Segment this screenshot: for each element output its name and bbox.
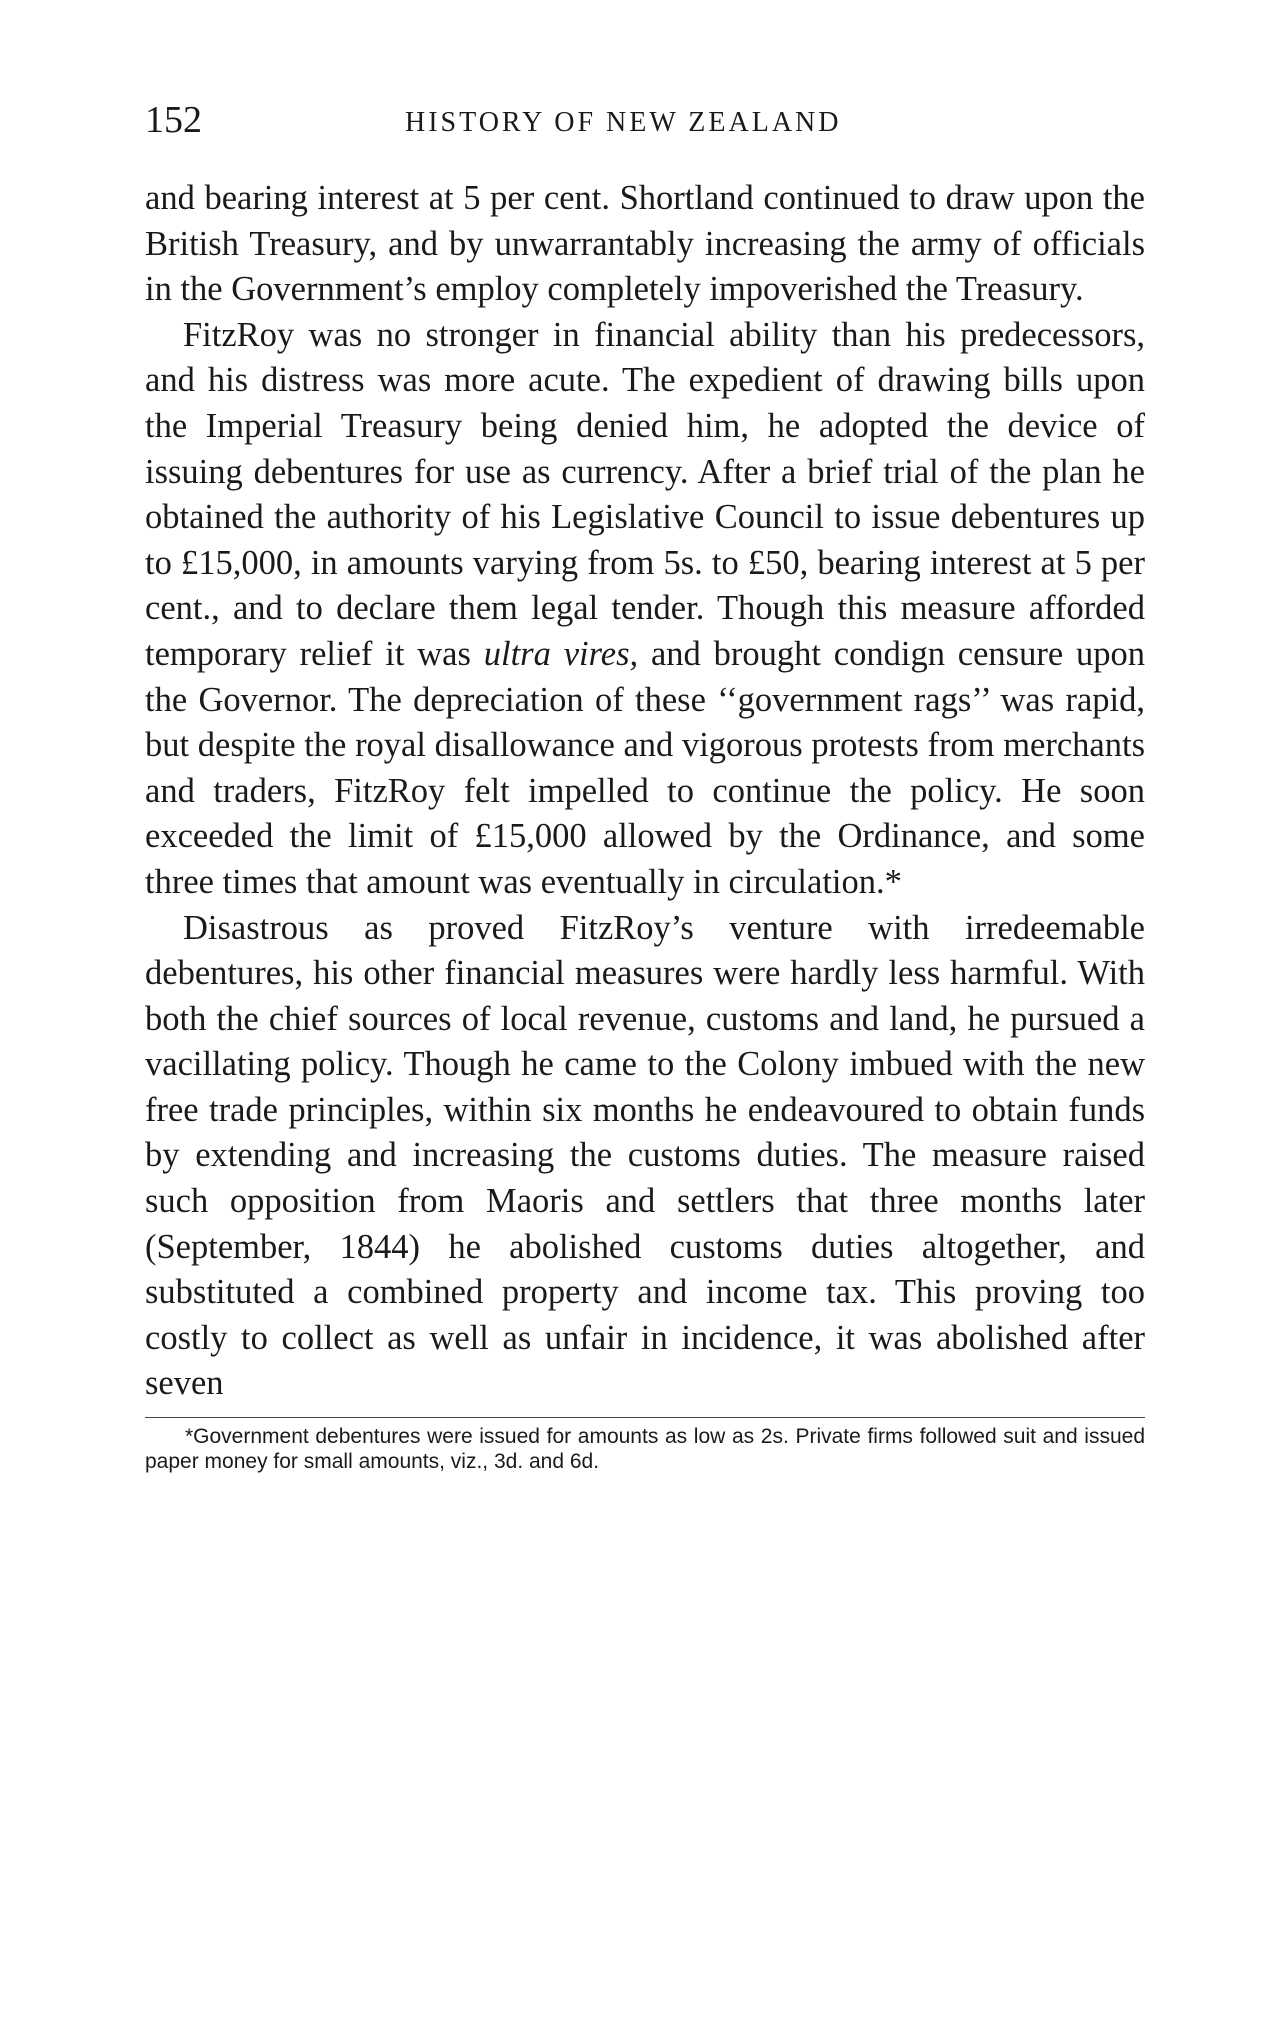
paragraph-fitzroy-debentures xyxy=(145,313,1145,906)
paragraph-text-part: FitzRoy was no stronger in financial ability than his predecessors, and his distress was more acute. The expedient of drawing bills upon the Imperial Treasury being denied him, he adopted the device of issuing debentures for use as currency. After a brief trial of the plan he obtained the authority of his Legislative Council to issue debentures up to £15,000, in amounts varying from 5s. to £50, bearing interest at 5 per cent., and to declare them legal tender. Though this measure afforded temporary relief it was xyxy=(145,315,1145,673)
running-head xyxy=(145,98,1145,148)
paragraph-text-part: and brought condign censure upon the Governor. The depreciation of these ‘‘government rags’’ was rapid, but despite the royal disallowance and vigorous protests from merchants and traders, FitzRoy felt impelled to continue the policy. He soon exceeded the limit of £15,000 allowed by the Ordinance, and some three times that amount was eventually in circulation.* xyxy=(145,634,1145,901)
book-page xyxy=(145,98,1145,1474)
paragraph-shortland: and bearing interest at 5 per cent. Shortland continued to draw upon the British Treasury, and by unwarrantably increasing the army of officials in the Government’s employ completely impoverished the Treasury. xyxy=(145,179,1145,309)
paragraph-financial-measures: Disastrous as proved FitzRoy’s venture with irredeemable debentures, his other financial measures were hardly less harmful. With both the chief sources of local revenue, customs and land, he pursued a vacillating policy. Though he came to the Colony imbued with the new free trade principles, within six months he endeavoured to obtain funds by extending and increasing the customs duties. The measure raised such opposition from Maoris and settlers that three months later (September, 1844) he abolished customs duties altogether, and substituted a combined property and income tax. This proving too costly to collect as well as unfair in incidence, it was abolished after seven xyxy=(145,908,1145,1403)
footnote: *Government debentures were issued for amounts as low as 2s. Private firms followed suit and issued paper money for small amounts, viz., 3d. and 6d. xyxy=(145,1425,1145,1474)
italic-phrase: ultra vires, xyxy=(483,634,639,673)
footnote-divider xyxy=(145,1417,1145,1418)
page-number: 152 xyxy=(145,99,202,141)
running-head-title: HISTORY OF NEW ZEALAND xyxy=(405,107,842,138)
body-text xyxy=(145,176,1145,1407)
